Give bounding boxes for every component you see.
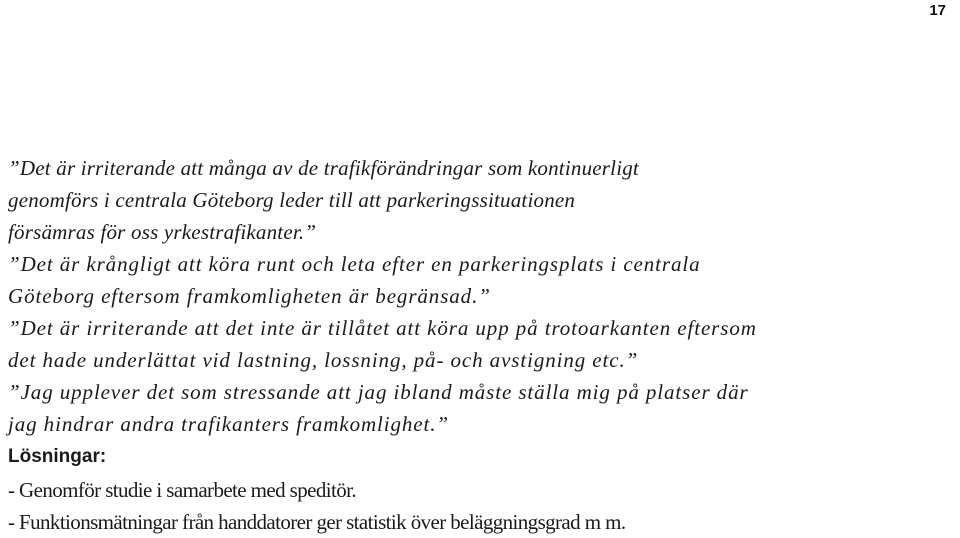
solutions-heading: Lösningar: [8,446,107,467]
document-body [8,152,938,538]
quote-1 [8,152,938,248]
quote-line: ”Det är irriterande att det inte är tillåtet att köra upp på trotoarkanten eftersom [8,316,757,340]
quote-line: jag hindrar andra trafikanters framkomlighet.” [8,412,449,436]
page-number: 17 [929,2,946,19]
quote-line: genomförs i centrala Göteborg leder till att parkeringssituationen [8,188,576,212]
quote-line: försämras för oss yrkestrafikanter.” [8,220,317,244]
quote-line: ”Det är irriterande att många av de trafikförändringar som kontinuerligt [8,156,639,180]
solutions-list [8,474,938,538]
quote-4 [8,376,938,440]
quote-2 [8,248,938,312]
quote-3 [8,312,938,376]
solution-item: - Funktionsmätningar från handdatorer ger statistik över beläggningsgrad m m. [8,510,626,534]
quote-line: Göteborg eftersom framkomligheten är begränsad.” [8,284,491,308]
quote-line: det hade underlättat vid lastning, lossning, på- och avstigning etc.” [8,348,639,372]
quote-line: ”Jag upplever det som stressande att jag ibland måste ställa mig på platser där [8,380,749,404]
solution-item: - Genomför studie i samarbete med speditör. [8,478,357,502]
quote-line: ”Det är krångligt att köra runt och leta efter en parkeringsplats i centrala [8,252,701,276]
